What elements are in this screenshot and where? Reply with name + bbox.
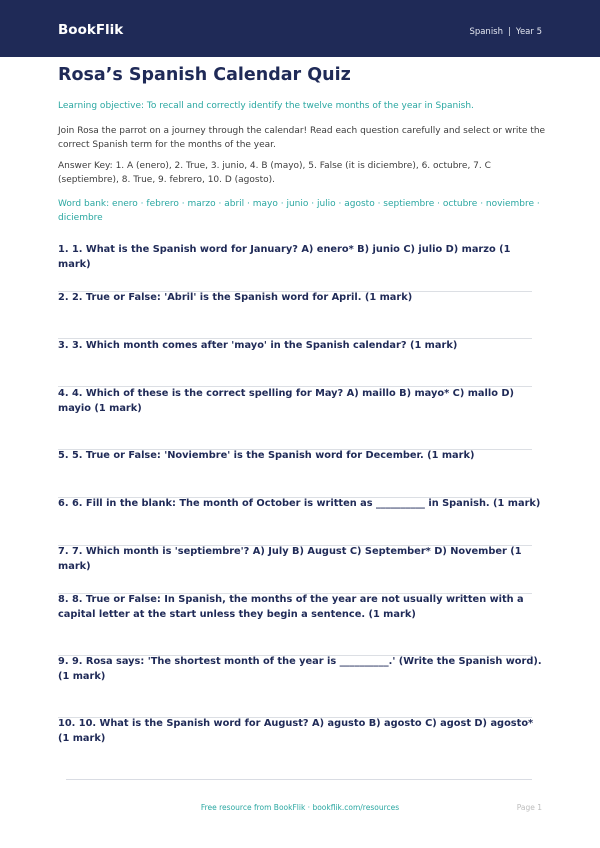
learning-objective: Learning objective: To recall and correctly identify the twelve months of the year in Spanish.	[58, 101, 474, 111]
footer-link[interactable]: Free resource from BookFlik · bookflik.com/resources	[200, 803, 400, 812]
question-10: 10. 10. What is the Spanish word for August? A) agusto B) agosto C) agost D) agosto* (1 mark)	[58, 718, 534, 744]
question-8: 8. 8. True or False: In Spanish, the months of the year are not usually written with a capital letter at the start unless they begin a sentence. (1 mark)	[58, 594, 524, 620]
page-title: Rosa’s Spanish Calendar Quiz	[58, 65, 351, 85]
answer-key: Answer Key: 1. A (enero), 2. True, 3. junio, 4. B (mayo), 5. False (it is diciembre), 6. octubre, 7. C (septiembre), 8. True, 9. febrero, 10. D (agosto).	[58, 161, 491, 185]
brand-logo[interactable]: BookFlik	[58, 22, 124, 38]
page-number: Page 1	[516, 803, 542, 812]
header-separator: |	[508, 27, 511, 37]
question-2: 2. 2. True or False: 'Abril' is the Spanish word for April. (1 mark)	[58, 292, 413, 303]
subject-label: Spanish	[469, 27, 504, 37]
question-7: 7. 7. Which month is 'septiembre'? A) July B) August C) September* D) November (1 mark)	[58, 546, 522, 572]
intro-text: Join Rosa the parrot on a journey through the calendar! Read each question carefully and select or write the correct Spanish term for the months of the year.	[58, 126, 546, 150]
header-meta	[469, 27, 542, 37]
question-1: 1. 1. What is the Spanish word for January? A) enero* B) junio C) julio D) marzo (1 mark)	[58, 244, 511, 270]
question-5: 5. 5. True or False: 'Noviembre' is the Spanish word for December. (1 mark)	[58, 450, 475, 461]
question-3: 3. 3. Which month comes after 'mayo' in the Spanish calendar? (1 mark)	[58, 340, 458, 351]
header-bar	[0, 0, 600, 57]
word-bank: Word bank: enero · febrero · marzo · abril · mayo · junio · julio · agosto · septiembre · octubre · noviembre · diciembre	[58, 199, 540, 223]
footer-divider	[66, 779, 532, 780]
question-4: 4. 4. Which of these is the correct spelling for May? A) maillo B) mayo* C) mallo D) mayio (1 mark)	[58, 388, 515, 414]
question-9: 9. 9. Rosa says: 'The shortest month of the year is __________.' (Write the Spanish word). (1 mark)	[58, 656, 542, 682]
question-6: 6. 6. Fill in the blank: The month of October is written as __________ in Spanish. (1 mark)	[58, 498, 541, 509]
level-label: Year 5	[515, 27, 542, 37]
